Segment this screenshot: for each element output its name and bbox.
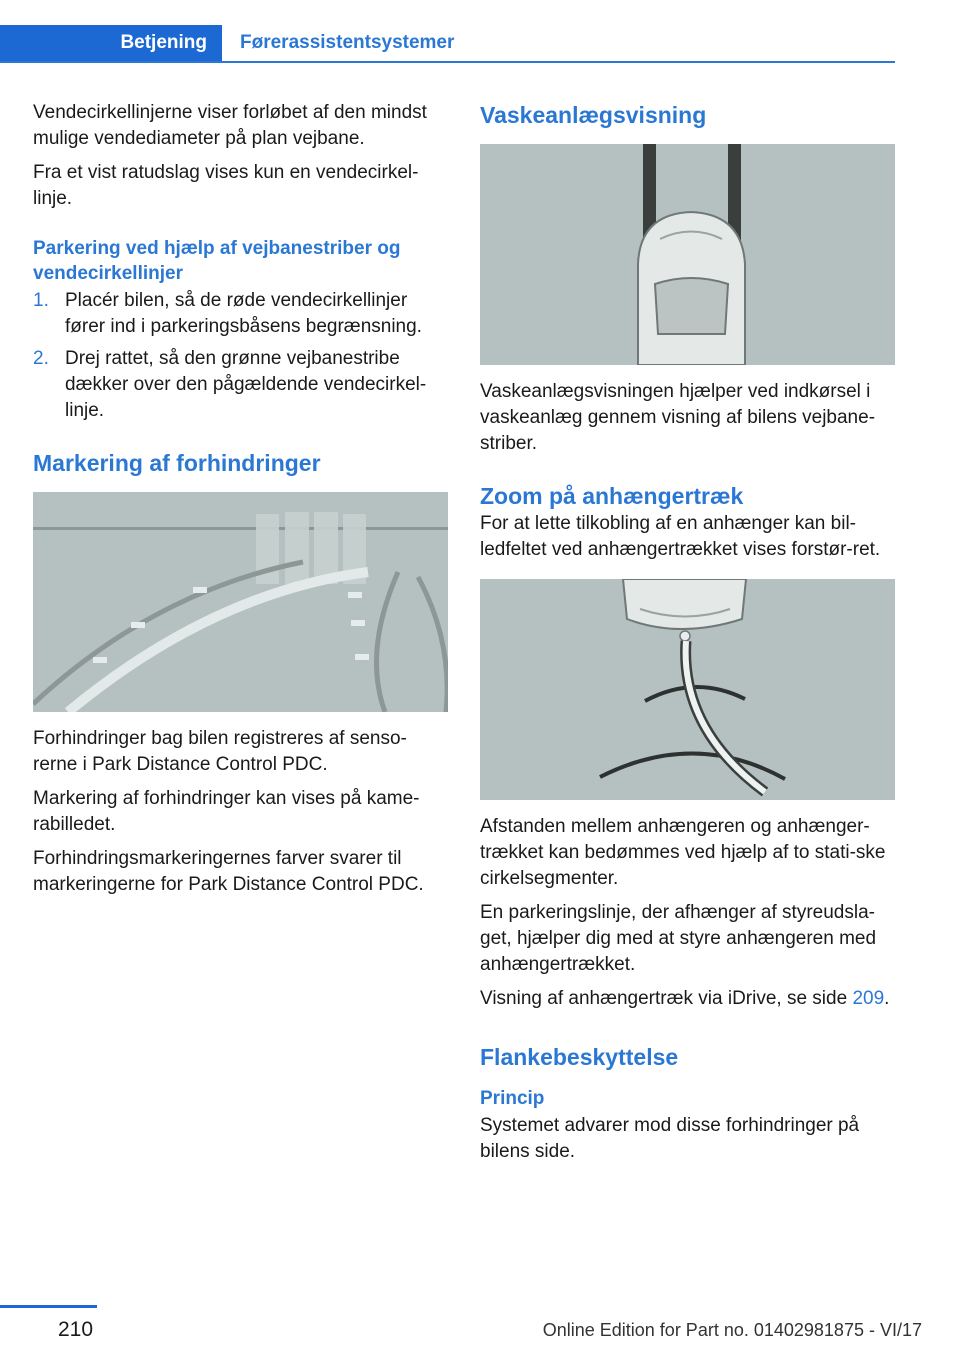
footer-edition: Online Edition for Part no. 01402981875 - VI/17	[542, 1320, 922, 1340]
obstacle-marking-image	[33, 492, 448, 712]
page-link-209[interactable]: 209	[852, 988, 885, 1009]
tab-betjening[interactable]: Betjening	[0, 25, 222, 61]
view-text: Visning af anhængertræk via iDrive, se side	[480, 988, 853, 1009]
tab-forerassistentsystemer[interactable]: Førerassistentsystemer	[240, 32, 455, 53]
list-item	[33, 288, 448, 340]
left-column	[33, 100, 448, 906]
step-text: Placér bilen, så de røde vendecirkellinjer fører ind i parkeringsbåsens begrænsning.	[65, 290, 422, 337]
heading-parking: Parkering ved hjælp af vejbanestriber og vendecirkellinjer	[33, 238, 401, 284]
heading-flank-protection: Flankebeskyttelse	[480, 1044, 679, 1070]
paragraph-distance: Afstanden mellem anhængeren og anhænger-trækket kan bedømmes ved hjælp af to stati-ske cirkelsegmenter.	[480, 816, 886, 889]
paragraph-colors: Forhindringsmarkeringernes farver svarer til markeringerne for Park Distance Control PDC.	[33, 848, 424, 895]
paragraph-principle: Systemet advarer mod disse forhindringer på bilens side.	[480, 1115, 860, 1162]
paragraph-idrive-view	[480, 986, 895, 1012]
heading-principle: Princip	[480, 1088, 545, 1109]
paragraph-car-wash: Vaskeanlægsvisningen hjælper ved indkørsel i vaskeanlæg gennem visning af bilens vejbane-striber.	[480, 381, 876, 454]
paragraph-parking-line: En parkeringslinje, der afhænger af styreudsla-get, hjælper dig med at styre anhængeren med anhængertrækket.	[480, 902, 877, 975]
header-tabs	[0, 25, 895, 63]
heading-car-wash-view: Vaskeanlægsvisning	[480, 102, 707, 128]
page-number: 210	[58, 1318, 94, 1341]
paragraph-sensors: Forhindringer bag bilen registreres af senso-rerne i Park Distance Control PDC.	[33, 728, 407, 775]
step-number: 1.	[33, 290, 49, 311]
parking-steps	[33, 288, 448, 424]
right-column	[480, 100, 895, 1173]
step-number: 2.	[33, 348, 49, 369]
car-wash-view-image	[480, 144, 895, 365]
heading-obstacle-marking: Markering af forhindringer	[33, 450, 321, 476]
paragraph-zoom: For at lette tilkobling af en anhænger kan bil-ledfeltet ved anhængertrækket vises forstør-ret.	[480, 513, 881, 560]
footer-rule	[0, 1305, 97, 1308]
step-text: Drej rattet, så den grønne vejbanestribe dækker over den pågældende vendecirkel-linje.	[65, 348, 427, 421]
paragraph-turning-circle: Vendecirkellinjerne viser forløbet af den mindst mulige vendediameter på plan vejbane.	[33, 102, 427, 149]
paragraph-one-line: Fra et vist ratudslag vises kun en vendecirkel-linje.	[33, 162, 419, 209]
list-item	[33, 346, 448, 424]
trailer-hitch-zoom-image	[480, 579, 895, 800]
heading-zoom-trailer-hitch: Zoom på anhængertræk	[480, 483, 744, 509]
view-text-end: .	[884, 988, 890, 1009]
paragraph-camera: Markering af forhindringer kan vises på kame-rabilledet.	[33, 788, 420, 835]
